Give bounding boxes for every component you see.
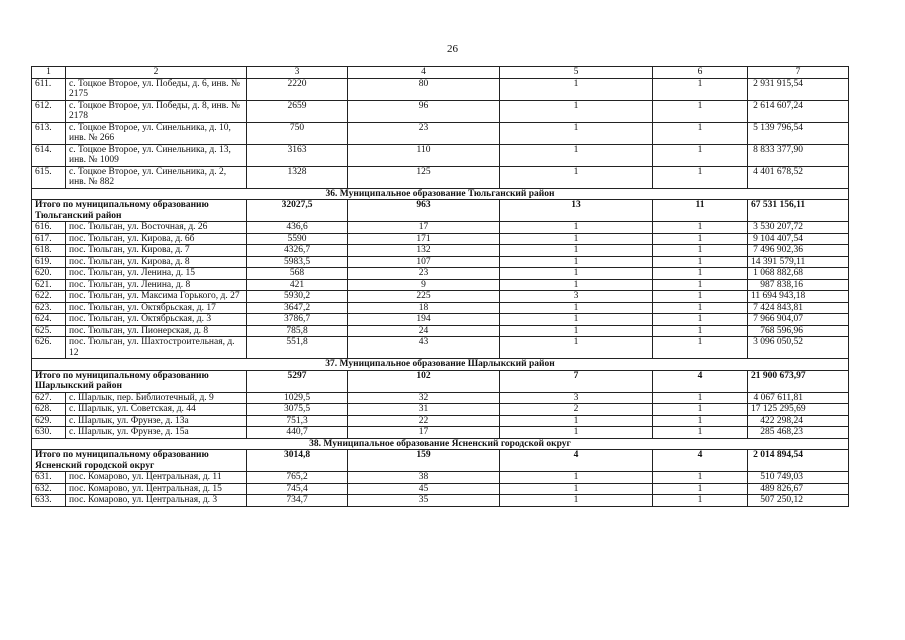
row-area: 3075,5	[247, 404, 348, 416]
row-sum: 768 596,96	[748, 325, 849, 337]
row-address: с. Шарлык, ул. Советская, д. 44	[66, 404, 247, 416]
section-heading: 38. Муниципальное образование Ясненский городской округ	[32, 438, 849, 450]
row-col4: 18	[348, 302, 500, 314]
total-col6: 4	[653, 450, 748, 472]
row-col4: 43	[348, 337, 500, 359]
table-row	[32, 279, 849, 291]
header-cell: 6	[653, 67, 748, 79]
row-col6: 1	[653, 256, 748, 268]
row-col6: 1	[653, 268, 748, 280]
row-number: 633.	[32, 495, 66, 507]
table-row	[32, 222, 849, 234]
row-number: 616.	[32, 222, 66, 234]
table-row	[32, 122, 849, 144]
row-number: 620.	[32, 268, 66, 280]
table-row	[32, 302, 849, 314]
total-row	[32, 200, 849, 222]
table-row	[32, 100, 849, 122]
row-col6: 1	[653, 166, 748, 188]
row-col6: 1	[653, 314, 748, 326]
header-cell: 7	[748, 67, 849, 79]
row-number: 614.	[32, 144, 66, 166]
row-sum: 14 391 579,11	[748, 256, 849, 268]
table-row	[32, 415, 849, 427]
row-col6: 1	[653, 100, 748, 122]
row-address: с. Тоцкое Второе, ул. Синельника, д. 2, инв. № 882	[66, 166, 247, 188]
row-col6: 1	[653, 427, 748, 439]
total-col5: 13	[500, 200, 653, 222]
table-row	[32, 268, 849, 280]
row-number: 617.	[32, 233, 66, 245]
row-col4: 23	[348, 122, 500, 144]
table-row	[32, 337, 849, 359]
total-label: Итого по муниципальному образованию Ясненский городской округ	[32, 450, 247, 472]
section-heading: 36. Муниципальное образование Тюльганский район	[32, 188, 849, 200]
row-col4: 9	[348, 279, 500, 291]
row-address: пос. Тюльган, ул. Кирова, д. 6б	[66, 233, 247, 245]
row-area: 3786,7	[247, 314, 348, 326]
row-col5: 1	[500, 256, 653, 268]
table-row	[32, 256, 849, 268]
column-number-header-row	[32, 67, 849, 79]
total-row	[32, 450, 849, 472]
row-area: 5930,2	[247, 291, 348, 303]
table-row	[32, 472, 849, 484]
row-address: с. Шарлык, пер. Библиотечный, д. 9	[66, 392, 247, 404]
row-col6: 1	[653, 495, 748, 507]
row-number: 619.	[32, 256, 66, 268]
row-address: пос. Тюльган, ул. Максима Горького, д. 27	[66, 291, 247, 303]
row-address: пос. Комарово, ул. Центральная, д. 11	[66, 472, 247, 484]
total-area: 32027,5	[247, 200, 348, 222]
total-sum: 21 900 673,97	[748, 370, 849, 392]
total-col5: 4	[500, 450, 653, 472]
row-number: 624.	[32, 314, 66, 326]
row-number: 627.	[32, 392, 66, 404]
header-cell: 1	[32, 67, 66, 79]
row-number: 613.	[32, 122, 66, 144]
row-sum: 11 694 943,18	[748, 291, 849, 303]
row-col5: 1	[500, 279, 653, 291]
row-sum: 422 298,24	[748, 415, 849, 427]
row-address: пос. Тюльган, ул. Пионерская, д. 8	[66, 325, 247, 337]
row-address: пос. Тюльган, ул. Шахтостроительная, д. 12	[66, 337, 247, 359]
row-number: 623.	[32, 302, 66, 314]
row-address: пос. Тюльган, ул. Ленина, д. 8	[66, 279, 247, 291]
section-heading-row	[32, 359, 849, 371]
row-sum: 3 530 207,72	[748, 222, 849, 234]
row-number: 612.	[32, 100, 66, 122]
row-area: 4326,7	[247, 245, 348, 257]
row-sum: 2 931 915,54	[748, 78, 849, 100]
row-col4: 194	[348, 314, 500, 326]
row-col4: 31	[348, 404, 500, 416]
row-address: пос. Тюльган, ул. Кирова, д. 8	[66, 256, 247, 268]
row-col5: 1	[500, 222, 653, 234]
row-sum: 4 401 678,52	[748, 166, 849, 188]
row-sum: 9 104 407,54	[748, 233, 849, 245]
row-address: пос. Комарово, ул. Центральная, д. 15	[66, 483, 247, 495]
total-sum: 2 014 894,54	[748, 450, 849, 472]
table-row	[32, 392, 849, 404]
row-area: 551,8	[247, 337, 348, 359]
row-sum: 1 068 882,68	[748, 268, 849, 280]
row-area: 5983,5	[247, 256, 348, 268]
table-row	[32, 325, 849, 337]
registry-table	[31, 66, 849, 507]
header-cell: 3	[247, 67, 348, 79]
row-number: 621.	[32, 279, 66, 291]
row-area: 5590	[247, 233, 348, 245]
row-sum: 510 749,03	[748, 472, 849, 484]
table-row	[32, 166, 849, 188]
row-sum: 7 496 902,36	[748, 245, 849, 257]
row-col6: 1	[653, 404, 748, 416]
row-area: 765,2	[247, 472, 348, 484]
row-col4: 110	[348, 144, 500, 166]
row-sum: 7 424 843,81	[748, 302, 849, 314]
row-col6: 1	[653, 78, 748, 100]
table-row	[32, 495, 849, 507]
row-col5: 1	[500, 78, 653, 100]
row-area: 421	[247, 279, 348, 291]
total-col4: 102	[348, 370, 500, 392]
row-address: с. Тоцкое Второе, ул. Синельника, д. 13, инв. № 1009	[66, 144, 247, 166]
total-area: 3014,8	[247, 450, 348, 472]
row-area: 1328	[247, 166, 348, 188]
row-col4: 107	[348, 256, 500, 268]
row-col4: 171	[348, 233, 500, 245]
row-address: пос. Тюльган, ул. Восточная, д. 26	[66, 222, 247, 234]
section-heading-row	[32, 438, 849, 450]
row-sum: 5 139 796,54	[748, 122, 849, 144]
row-number: 622.	[32, 291, 66, 303]
row-col4: 45	[348, 483, 500, 495]
row-area: 3163	[247, 144, 348, 166]
total-col4: 159	[348, 450, 500, 472]
table-row	[32, 144, 849, 166]
row-col4: 225	[348, 291, 500, 303]
row-col5: 1	[500, 337, 653, 359]
row-col5: 1	[500, 483, 653, 495]
total-col4: 963	[348, 200, 500, 222]
header-cell: 4	[348, 67, 500, 79]
row-number: 629.	[32, 415, 66, 427]
row-col4: 17	[348, 427, 500, 439]
row-col5: 3	[500, 392, 653, 404]
table-row	[32, 427, 849, 439]
row-address: с. Шарлык, ул. Фрунзе, д. 13а	[66, 415, 247, 427]
row-area: 745,4	[247, 483, 348, 495]
row-col6: 1	[653, 483, 748, 495]
row-sum: 2 614 607,24	[748, 100, 849, 122]
row-sum: 3 096 050,52	[748, 337, 849, 359]
row-col4: 38	[348, 472, 500, 484]
row-col6: 1	[653, 472, 748, 484]
row-number: 625.	[32, 325, 66, 337]
total-col6: 4	[653, 370, 748, 392]
header-cell: 5	[500, 67, 653, 79]
row-address: пос. Тюльган, ул. Ленина, д. 15	[66, 268, 247, 280]
row-sum: 285 468,23	[748, 427, 849, 439]
row-col6: 1	[653, 415, 748, 427]
row-sum: 987 838,16	[748, 279, 849, 291]
row-col5: 1	[500, 314, 653, 326]
page-number: 26	[447, 43, 458, 55]
row-area: 568	[247, 268, 348, 280]
row-area: 2659	[247, 100, 348, 122]
row-sum: 7 966 904,07	[748, 314, 849, 326]
row-number: 628.	[32, 404, 66, 416]
section-heading-row	[32, 188, 849, 200]
row-col5: 1	[500, 325, 653, 337]
row-col5: 1	[500, 427, 653, 439]
row-col5: 1	[500, 166, 653, 188]
row-address: пос. Комарово, ул. Центральная, д. 3	[66, 495, 247, 507]
row-col6: 1	[653, 245, 748, 257]
table-row	[32, 314, 849, 326]
row-col6: 1	[653, 144, 748, 166]
header-cell: 2	[66, 67, 247, 79]
total-label: Итого по муниципальному образованию Тюльганский район	[32, 200, 247, 222]
row-col6: 1	[653, 122, 748, 144]
row-col4: 125	[348, 166, 500, 188]
row-number: 626.	[32, 337, 66, 359]
row-area: 2220	[247, 78, 348, 100]
row-col5: 2	[500, 404, 653, 416]
row-address: пос. Тюльган, ул. Кирова, д. 7	[66, 245, 247, 257]
row-col5: 1	[500, 144, 653, 166]
table-row	[32, 291, 849, 303]
row-area: 3647,2	[247, 302, 348, 314]
row-area: 1029,5	[247, 392, 348, 404]
table-row	[32, 245, 849, 257]
row-sum: 507 250,12	[748, 495, 849, 507]
row-number: 631.	[32, 472, 66, 484]
total-row	[32, 370, 849, 392]
row-col5: 1	[500, 122, 653, 144]
row-col6: 1	[653, 302, 748, 314]
row-address: с. Тоцкое Второе, ул. Победы, д. 6, инв. № 2175	[66, 78, 247, 100]
table-row	[32, 483, 849, 495]
row-col5: 1	[500, 472, 653, 484]
row-address: с. Тоцкое Второе, ул. Победы, д. 8, инв. № 2178	[66, 100, 247, 122]
row-area: 436,6	[247, 222, 348, 234]
total-area: 5297	[247, 370, 348, 392]
row-col4: 22	[348, 415, 500, 427]
table-row	[32, 233, 849, 245]
row-col5: 1	[500, 245, 653, 257]
row-area: 750	[247, 122, 348, 144]
row-area: 785,8	[247, 325, 348, 337]
table-row	[32, 78, 849, 100]
row-sum: 17 125 295,69	[748, 404, 849, 416]
row-col5: 1	[500, 268, 653, 280]
row-col6: 1	[653, 325, 748, 337]
row-number: 630.	[32, 427, 66, 439]
total-sum: 67 531 156,11	[748, 200, 849, 222]
row-col5: 1	[500, 233, 653, 245]
row-sum: 489 826,67	[748, 483, 849, 495]
row-col6: 1	[653, 291, 748, 303]
row-area: 751,3	[247, 415, 348, 427]
row-col4: 17	[348, 222, 500, 234]
row-address: с. Тоцкое Второе, ул. Синельника, д. 10, инв. № 266	[66, 122, 247, 144]
row-col5: 3	[500, 291, 653, 303]
row-sum: 4 067 611,81	[748, 392, 849, 404]
row-number: 632.	[32, 483, 66, 495]
row-col5: 1	[500, 495, 653, 507]
row-col4: 96	[348, 100, 500, 122]
row-col4: 24	[348, 325, 500, 337]
row-address: с. Шарлык, ул. Фрунзе, д. 15а	[66, 427, 247, 439]
table-row	[32, 404, 849, 416]
row-number: 615.	[32, 166, 66, 188]
row-col6: 1	[653, 337, 748, 359]
row-col5: 1	[500, 100, 653, 122]
section-heading: 37. Муниципальное образование Шарлыкский район	[32, 359, 849, 371]
row-col5: 1	[500, 302, 653, 314]
row-col5: 1	[500, 415, 653, 427]
row-area: 440,7	[247, 427, 348, 439]
row-col6: 1	[653, 222, 748, 234]
row-col4: 32	[348, 392, 500, 404]
row-sum: 8 833 377,90	[748, 144, 849, 166]
row-col6: 1	[653, 392, 748, 404]
row-area: 734,7	[247, 495, 348, 507]
row-col4: 80	[348, 78, 500, 100]
row-number: 611.	[32, 78, 66, 100]
row-col6: 1	[653, 279, 748, 291]
row-col4: 35	[348, 495, 500, 507]
total-col5: 7	[500, 370, 653, 392]
row-col6: 1	[653, 233, 748, 245]
row-col4: 132	[348, 245, 500, 257]
row-address: пос. Тюльган, ул. Октябрьская, д. 3	[66, 314, 247, 326]
total-col6: 11	[653, 200, 748, 222]
row-col4: 23	[348, 268, 500, 280]
total-label: Итого по муниципальному образованию Шарлыкский район	[32, 370, 247, 392]
row-number: 618.	[32, 245, 66, 257]
row-address: пос. Тюльган, ул. Октябрьская, д. 17	[66, 302, 247, 314]
